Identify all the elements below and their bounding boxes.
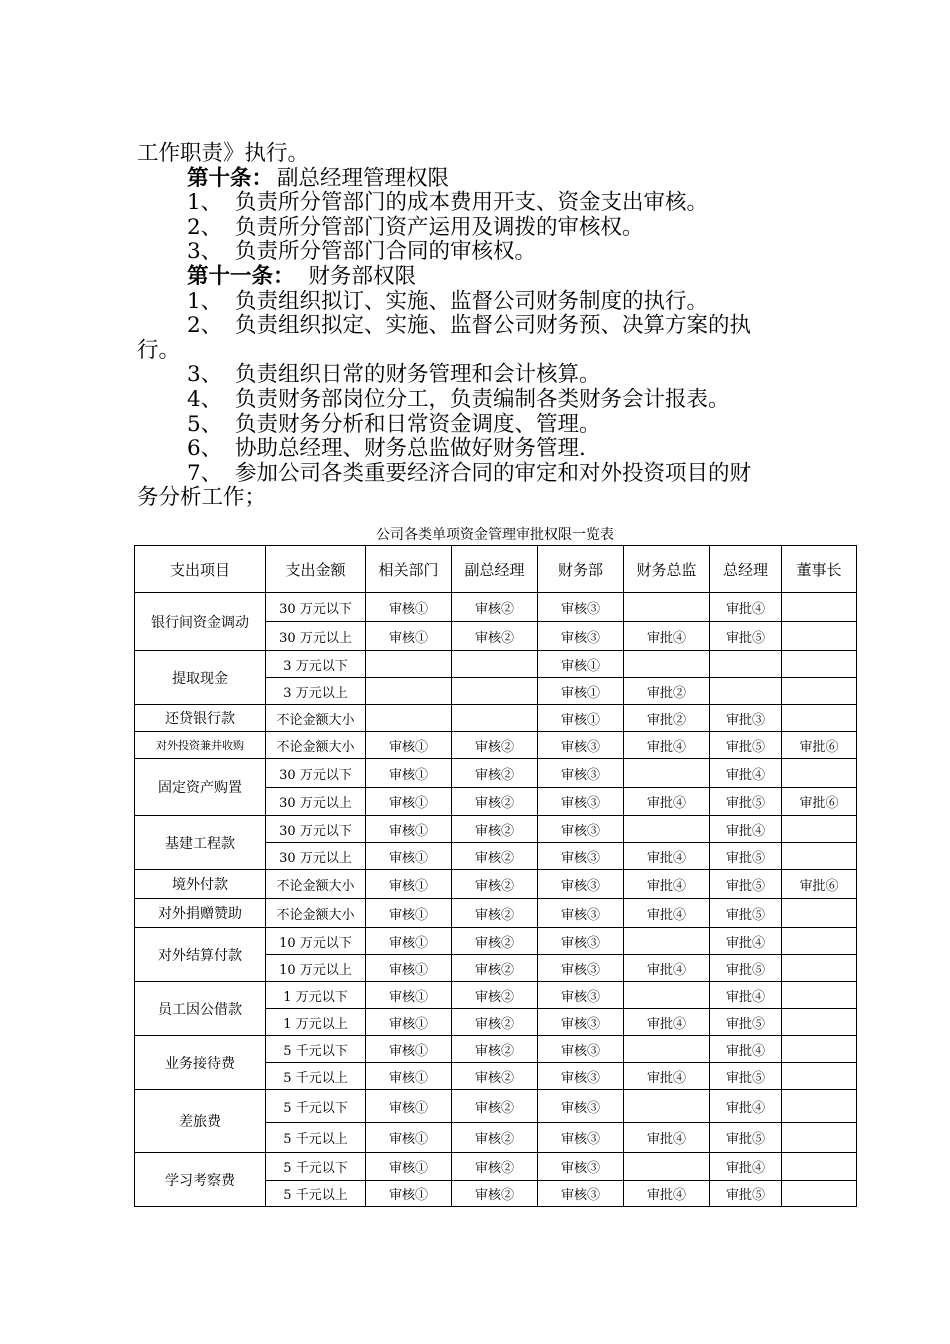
approval-cell — [624, 1036, 710, 1063]
approval-cell: 审核① — [366, 955, 452, 982]
approval-cell: 审核② — [452, 899, 538, 928]
list-text: 负责组织日常的财务管理和会计核算。 — [235, 362, 601, 388]
approval-cell: 审批⑥ — [782, 870, 857, 899]
approval-cell — [782, 1090, 857, 1123]
expense-item-cell: 银行间资金调动 — [135, 593, 266, 651]
approval-cell: 审核② — [452, 1090, 538, 1123]
list-number: 1、 — [187, 288, 223, 314]
approval-cell: 审批② — [624, 705, 710, 732]
approval-cell: 审核③ — [538, 1123, 624, 1153]
amount-cell: 5 千元以上 — [266, 1181, 366, 1207]
approval-cell — [782, 678, 857, 705]
approval-cell: 审批④ — [710, 1090, 782, 1123]
approval-cell — [782, 955, 857, 982]
list-item — [137, 462, 817, 487]
list-number: 5、 — [187, 411, 223, 437]
list-text: 负责组织拟订、实施、监督公司财务制度的执行。 — [235, 288, 709, 314]
approval-cell: 审核③ — [538, 1063, 624, 1090]
expense-item-cell: 员工因公借款 — [135, 982, 266, 1036]
approval-cell: 审核① — [366, 982, 452, 1009]
approval-cell: 审批⑤ — [710, 843, 782, 870]
expense-item-cell: 基建工程款 — [135, 816, 266, 870]
approval-cell: 审核① — [366, 1063, 452, 1090]
column-header: 支出项目 — [135, 546, 266, 593]
approval-cell: 审批④ — [624, 1181, 710, 1207]
list-number: 2、 — [187, 313, 223, 339]
column-header: 相关部门 — [366, 546, 452, 593]
approval-cell: 审核③ — [538, 816, 624, 843]
list-item-continuation: 务分析工作； — [137, 485, 267, 511]
approval-cell: 审核③ — [538, 1090, 624, 1123]
approval-cell: 审核② — [452, 955, 538, 982]
list-number: 4、 — [187, 386, 223, 412]
approval-cell: 审核② — [452, 928, 538, 955]
table-row — [135, 982, 857, 1009]
approval-cell: 审批⑤ — [710, 1063, 782, 1090]
amount-cell: 3 万元以上 — [266, 678, 366, 705]
approval-cell: 审批⑤ — [710, 1181, 782, 1207]
approval-cell — [452, 651, 538, 678]
amount-cell: 30 万元以上 — [266, 622, 366, 651]
approval-cell: 审核③ — [538, 1153, 624, 1181]
approval-cell: 审核② — [452, 1181, 538, 1207]
expense-item-cell: 境外付款 — [135, 870, 266, 899]
list-item — [137, 216, 817, 241]
approval-cell: 审核② — [452, 982, 538, 1009]
column-header: 财务部 — [538, 546, 624, 593]
approval-cell: 审核① — [366, 928, 452, 955]
amount-cell: 30 万元以下 — [266, 816, 366, 843]
approval-cell: 审批⑤ — [710, 732, 782, 759]
approval-cell — [624, 1090, 710, 1123]
approval-cell — [366, 705, 452, 732]
list-item-continuation: 行。 — [137, 337, 181, 363]
approval-cell: 审批④ — [624, 788, 710, 816]
approval-cell: 审批④ — [710, 1036, 782, 1063]
approval-cell: 审核③ — [538, 788, 624, 816]
amount-cell: 1 万元以下 — [266, 982, 366, 1009]
approval-cell: 审核① — [538, 705, 624, 732]
approval-cell: 审批⑥ — [782, 732, 857, 759]
approval-cell: 审核③ — [538, 870, 624, 899]
amount-cell: 10 万元以上 — [266, 955, 366, 982]
approval-cell: 审核③ — [538, 928, 624, 955]
approval-cell — [624, 651, 710, 678]
list-item — [137, 314, 817, 339]
list-text: 负责组织拟定、实施、监督公司财务预、决算方案的执 — [235, 313, 752, 339]
approval-cell: 审核② — [452, 816, 538, 843]
table-body — [135, 593, 857, 1207]
approval-cell: 审批④ — [624, 870, 710, 899]
approval-cell: 审核② — [452, 1063, 538, 1090]
article-title: 第十条： — [187, 165, 274, 191]
article-11-heading — [137, 265, 817, 290]
list-item — [137, 437, 817, 462]
expense-item-cell: 差旅费 — [135, 1090, 266, 1153]
approval-table — [134, 545, 857, 1207]
approval-cell — [782, 759, 857, 788]
table-row — [135, 593, 857, 622]
list-number: 1、 — [187, 190, 223, 216]
approval-cell — [782, 705, 857, 732]
approval-cell: 审批⑥ — [782, 788, 857, 816]
approval-cell: 审核③ — [538, 622, 624, 651]
approval-cell — [782, 651, 857, 678]
body-text — [137, 142, 817, 511]
list-text: 协助总经理、财务总监做好财务管理. — [235, 436, 586, 462]
approval-cell: 审批④ — [624, 622, 710, 651]
amount-cell: 5 千元以上 — [266, 1123, 366, 1153]
amount-cell: 30 万元以上 — [266, 788, 366, 816]
approval-cell — [782, 843, 857, 870]
approval-cell: 审核② — [452, 622, 538, 651]
article-subject: 副总经理管理权限 — [277, 165, 450, 191]
approval-cell: 审核① — [366, 843, 452, 870]
approval-cell: 审批④ — [710, 928, 782, 955]
approval-cell — [624, 928, 710, 955]
approval-cell — [782, 1009, 857, 1036]
approval-cell: 审批⑤ — [710, 788, 782, 816]
table-header-row — [135, 546, 857, 593]
approval-cell: 审批③ — [710, 705, 782, 732]
expense-item-cell: 对外投资兼并收购 — [135, 732, 266, 759]
table-row — [135, 1153, 857, 1181]
table-caption: 公司各类单项资金管理审批权限一览表 — [376, 527, 614, 543]
amount-cell: 5 千元以下 — [266, 1090, 366, 1123]
column-header: 总经理 — [710, 546, 782, 593]
approval-cell: 审核① — [366, 1181, 452, 1207]
list-text: 负责财务部岗位分工，负责编制各类财务会计报表。 — [235, 386, 730, 412]
approval-cell: 审批④ — [710, 593, 782, 622]
approval-cell: 审核② — [452, 1009, 538, 1036]
approval-cell: 审核③ — [538, 732, 624, 759]
approval-cell: 审核① — [366, 593, 452, 622]
approval-cell: 审核② — [452, 732, 538, 759]
approval-cell: 审核③ — [538, 955, 624, 982]
amount-cell: 不论金额大小 — [266, 899, 366, 928]
table-row — [135, 705, 857, 732]
approval-cell — [782, 593, 857, 622]
approval-cell: 审核② — [452, 1153, 538, 1181]
amount-cell: 5 千元以下 — [266, 1036, 366, 1063]
article-10-heading — [137, 167, 817, 192]
expense-item-cell: 对外捐赠赞助 — [135, 899, 266, 928]
approval-cell — [782, 982, 857, 1009]
list-item — [137, 363, 817, 388]
list-text: 负责所分管部门资产运用及调拨的审核权。 — [235, 214, 644, 240]
column-header: 财务总监 — [624, 546, 710, 593]
approval-cell — [624, 593, 710, 622]
approval-cell: 审批② — [624, 678, 710, 705]
approval-cell: 审核① — [538, 651, 624, 678]
approval-cell: 审批④ — [710, 816, 782, 843]
approval-cell: 审核① — [538, 678, 624, 705]
table-row — [135, 928, 857, 955]
amount-cell: 1 万元以上 — [266, 1009, 366, 1036]
approval-cell: 审批④ — [624, 843, 710, 870]
expense-item-cell: 还贷银行款 — [135, 705, 266, 732]
table-row — [135, 759, 857, 788]
approval-cell: 审核③ — [538, 1009, 624, 1036]
table-row — [135, 870, 857, 899]
approval-cell: 审批④ — [624, 732, 710, 759]
article-subject: 财务部权限 — [308, 263, 417, 289]
table-row — [135, 899, 857, 928]
list-text: 负责所分管部门的成本费用开支、资金支出审核。 — [235, 190, 709, 216]
approval-cell: 审核② — [452, 870, 538, 899]
list-number: 7、 — [187, 460, 223, 486]
list-item — [137, 413, 817, 438]
approval-cell — [782, 899, 857, 928]
approval-cell: 审批④ — [710, 982, 782, 1009]
amount-cell: 不论金额大小 — [266, 870, 366, 899]
article-title: 第十一条： — [187, 263, 295, 289]
approval-cell — [452, 678, 538, 705]
approval-cell — [782, 1123, 857, 1153]
list-item — [137, 388, 817, 413]
approval-cell — [782, 1036, 857, 1063]
table-row — [135, 1036, 857, 1063]
approval-cell: 审核① — [366, 816, 452, 843]
approval-cell — [366, 651, 452, 678]
approval-cell: 审核③ — [538, 759, 624, 788]
approval-cell: 审核① — [366, 1090, 452, 1123]
approval-cell: 审核① — [366, 622, 452, 651]
list-item — [137, 240, 817, 265]
approval-cell: 审核① — [366, 870, 452, 899]
approval-cell: 审核② — [452, 593, 538, 622]
approval-cell — [782, 622, 857, 651]
approval-cell: 审批④ — [624, 899, 710, 928]
approval-cell: 审核② — [452, 1036, 538, 1063]
approval-cell: 审核③ — [538, 1181, 624, 1207]
approval-cell — [710, 651, 782, 678]
approval-cell: 审核① — [366, 732, 452, 759]
list-number: 3、 — [187, 362, 223, 388]
table-row — [135, 1090, 857, 1123]
approval-cell: 审批④ — [710, 1153, 782, 1181]
approval-cell: 审批⑤ — [710, 1009, 782, 1036]
approval-cell: 审批⑤ — [710, 622, 782, 651]
approval-cell: 审核② — [452, 1123, 538, 1153]
list-number: 6、 — [187, 436, 223, 462]
approval-cell — [624, 982, 710, 1009]
approval-cell — [782, 816, 857, 843]
table-row — [135, 816, 857, 843]
approval-cell: 审核③ — [538, 1036, 624, 1063]
approval-cell: 审核① — [366, 788, 452, 816]
approval-cell: 审核② — [452, 759, 538, 788]
approval-cell: 审核② — [452, 788, 538, 816]
approval-cell: 审核① — [366, 1153, 452, 1181]
column-header: 支出金额 — [266, 546, 366, 593]
approval-cell — [782, 1063, 857, 1090]
list-text: 负责所分管部门合同的审核权。 — [235, 239, 537, 265]
amount-cell: 10 万元以下 — [266, 928, 366, 955]
approval-cell: 审核③ — [538, 593, 624, 622]
approval-cell: 审批⑤ — [710, 1123, 782, 1153]
list-item — [137, 191, 817, 216]
column-header: 董事长 — [782, 546, 857, 593]
expense-item-cell: 提取现金 — [135, 651, 266, 705]
amount-cell: 不论金额大小 — [266, 705, 366, 732]
approval-cell — [366, 678, 452, 705]
approval-cell — [710, 678, 782, 705]
approval-cell: 审核① — [366, 899, 452, 928]
approval-cell — [624, 1153, 710, 1181]
approval-cell — [782, 1181, 857, 1207]
approval-cell: 审核① — [366, 1123, 452, 1153]
approval-cell: 审核③ — [538, 899, 624, 928]
approval-cell: 审批⑤ — [710, 899, 782, 928]
approval-cell — [782, 1153, 857, 1181]
approval-cell: 审批④ — [624, 1123, 710, 1153]
list-number: 3、 — [187, 239, 223, 265]
approval-cell: 审核① — [366, 1036, 452, 1063]
approval-cell: 审批⑤ — [710, 870, 782, 899]
list-text: 负责财务分析和日常资金调度、管理。 — [235, 411, 601, 437]
amount-cell: 30 万元以下 — [266, 593, 366, 622]
approval-cell — [624, 759, 710, 788]
column-header: 副总经理 — [452, 546, 538, 593]
table-row — [135, 732, 857, 759]
approval-cell: 审核③ — [538, 982, 624, 1009]
approval-cell: 审批④ — [624, 1063, 710, 1090]
amount-cell: 5 千元以下 — [266, 1153, 366, 1181]
list-number: 2、 — [187, 214, 223, 240]
approval-cell — [452, 705, 538, 732]
approval-cell: 审批④ — [624, 1009, 710, 1036]
amount-cell: 3 万元以下 — [266, 651, 366, 678]
list-item — [137, 290, 817, 315]
approval-cell: 审核① — [366, 1009, 452, 1036]
approval-cell: 审核② — [452, 843, 538, 870]
amount-cell: 30 万元以上 — [266, 843, 366, 870]
amount-cell: 不论金额大小 — [266, 732, 366, 759]
approval-cell: 审核③ — [538, 843, 624, 870]
approval-cell: 审核① — [366, 759, 452, 788]
approval-cell: 审批⑤ — [710, 955, 782, 982]
amount-cell: 5 千元以上 — [266, 1063, 366, 1090]
expense-item-cell: 固定资产购置 — [135, 759, 266, 816]
amount-cell: 30 万元以下 — [266, 759, 366, 788]
paragraph: 工作职责》执行。 — [137, 141, 310, 166]
list-text: 参加公司各类重要经济合同的审定和对外投资项目的财 — [235, 460, 752, 486]
approval-cell: 审批④ — [710, 759, 782, 788]
expense-item-cell: 学习考察费 — [135, 1153, 266, 1207]
approval-cell — [782, 928, 857, 955]
approval-cell — [624, 816, 710, 843]
approval-cell: 审批④ — [624, 955, 710, 982]
expense-item-cell: 业务接待费 — [135, 1036, 266, 1090]
expense-item-cell: 对外结算付款 — [135, 928, 266, 982]
table-row — [135, 651, 857, 678]
